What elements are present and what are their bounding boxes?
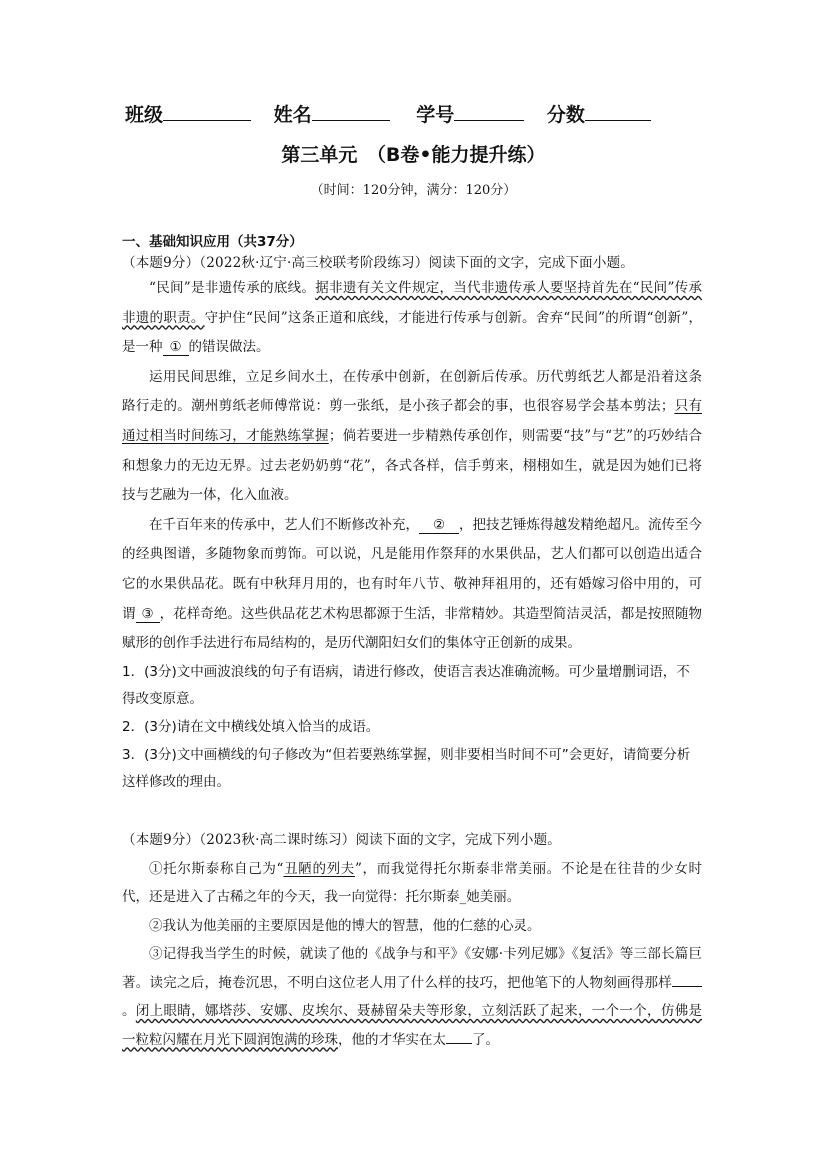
class-field [125, 100, 251, 127]
name-blank[interactable] [312, 102, 390, 121]
score-blank[interactable] [585, 102, 651, 121]
passage-text: 。 [122, 1003, 136, 1020]
student-id-field [416, 100, 524, 127]
fill-blank-2[interactable]: ② [419, 517, 459, 534]
student-id-label: 学号 [416, 104, 455, 126]
passage-text: ①托尔斯泰称自己为“ [149, 860, 284, 877]
passage-paragraph [122, 940, 702, 1054]
fill-blank-1[interactable]: ① [163, 339, 189, 356]
class-label: 班级 [125, 104, 164, 126]
score-label: 分数 [546, 104, 585, 126]
passage-text: ”，而我觉得托尔斯泰非常美丽。不论是在往昔的少女时代，还是进入了古稀之年的今天，我一向觉得：托尔斯泰_她美丽。 [122, 860, 703, 906]
passage-text: ，花样奇绝。这些供品花艺术构思都源于生活，非常精妙。其造型简洁灵活，都是按照随物赋形的创作手法进行布局结构的，是历代潮阳妇女们的集体守正创新的成果。 [122, 605, 703, 652]
passage-text: “民间”是非遗传承的底线。 [149, 280, 316, 296]
question-item: 3．(3分)文中画横线的句子修改为“但若要熟练掌握，则非要相当时间不可”会更好，请简要分析这样修改的理由。 [122, 746, 691, 791]
page-subtitle: （时间：120分钟，满分：120分） [310, 183, 517, 198]
spacer [122, 797, 702, 819]
name-label: 姓名 [273, 104, 312, 126]
student-info-line [125, 100, 725, 127]
question-item: 1．(3分)文中画波浪线的句子有语病，请进行修改，使语言表达准确流畅。可少量增删词语，不得改变原意。 [122, 663, 690, 708]
question-source: （本题9分）（2023秋·高二课时练习）阅读下面的文字，完成下列小题。 [122, 831, 561, 848]
wavy-underlined-sentence: 闭上眼睛，娜塔莎、安娜、皮埃尔、聂赫留朵夫等形象，立刻活跃了起来，一个一个，仿佛是一粒粒闪耀在月光下圆润饱满的珍珠 [122, 1003, 703, 1048]
passage-paragraph [122, 363, 702, 511]
passage-paragraph [122, 274, 702, 363]
page-title: 第三单元 （B卷•能力提升练） [281, 144, 546, 166]
wavy-underlined-sentence: 据非遗有关文件规定，当代非遗传承人要坚持首先在“民间”传承非遗的职责。 [122, 280, 702, 326]
score-field [547, 100, 651, 127]
fill-blank-3[interactable]: ③ [136, 606, 160, 623]
exam-content [122, 232, 702, 1054]
section-heading: 一、基础知识应用（共37分） [122, 234, 303, 250]
passage-text: 运用民间思维，立足乡间水土，在传承中创新，在创新后传承。历代剪纸艺人都是沿着这条路行走的。潮州剪纸老师傅常说：剪一张纸，是小孩子都会的事，也很容易学会基本剪法； [122, 368, 702, 415]
question-source: （本题9分）（2022秋·辽宁·高三校联考阶段练习）阅读下面的文字，完成下面小题。 [122, 255, 634, 271]
passage-text: 的错误做法。 [188, 339, 270, 356]
name-field [274, 100, 390, 127]
underlined-sentence: 只有通过相当时间练习，才能熟练掌握 [122, 398, 703, 444]
fill-blank[interactable] [672, 972, 702, 987]
passage-text: ；倘若要进一步精熟传承创作，则需要“技”与“艺”的巧妙结合和想象力的无边无界。过去老奶奶剪“花”，各式各样，信手剪来，栩栩如生，就是因为她们已将技与艺融为一体，化入血液。 [122, 427, 703, 504]
passage-text: 了。 [472, 1031, 499, 1048]
question-item: 2．(3分)请在文中横线处填入恰当的成语。 [122, 718, 380, 735]
passage-paragraph: ②我认为他美丽的主要原因是他的博大的智慧，他的仁慈的心灵。 [149, 917, 541, 934]
class-blank[interactable] [163, 102, 251, 121]
passage-text: ，他的才华实在太 [338, 1031, 446, 1048]
passage-text: ，把技艺锤炼得越发精绝超凡。流传至今的经典图谱，多随物象而剪饰。可以说，凡是能用作祭拜的水果供品，艺人们都可以创造出适合它的水果供品花。既有中秋拜月用的，也有时年八节、敬神拜祖用的，还有婚嫁习俗中用的，可谓 [122, 516, 702, 622]
underlined-phrase: 丑陋的列夫 [283, 860, 355, 877]
student-id-blank[interactable] [454, 102, 524, 121]
fill-blank[interactable] [446, 1029, 472, 1044]
passage-paragraph [122, 511, 702, 659]
passage-text: ③记得我当学生的时候，就读了他的《战争与和平》《安娜·卡列尼娜》《复活》等三部长篇巨著。读完之后，掩卷沉思，不明白这位老人用了什么样的技巧，把他笔下的人物刻画得那样 [122, 946, 702, 991]
passage-text: 守护住“民间”这条正道和底线，才能进行传承与创新。舍弃“民间”的所谓“创新”，是一种 [122, 309, 702, 356]
passage-paragraph [122, 855, 702, 912]
passage-text: 在千百年来的传承中，艺人们不断修改补充， [149, 516, 419, 533]
